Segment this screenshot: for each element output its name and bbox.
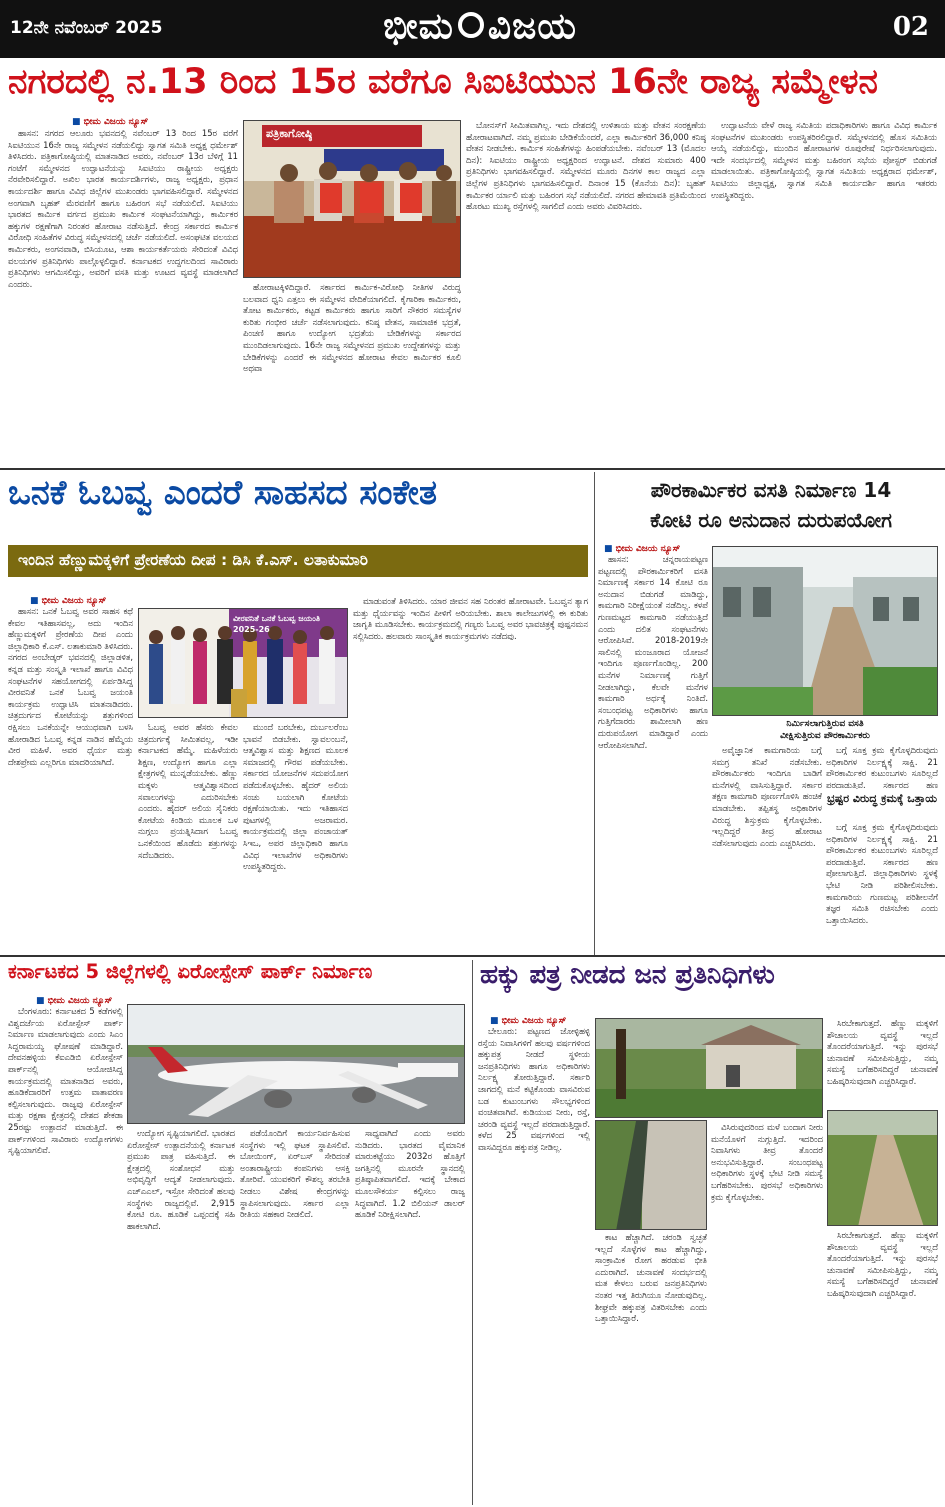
page-number: 02 xyxy=(892,12,929,42)
story3-headline-line1: ಪೌರಕಾರ್ಮಿಕರ ವಸತಿ ನಿರ್ಮಾಣ 14 xyxy=(650,478,892,502)
story5-column-2: ಕಾಟ ಹೆಚ್ಚಾಗಿದೆ. ಚರಂಡಿ ಸ್ವಚ್ಛತೆ ಇಲ್ಲದೆ ಸೊಳ್ಳೆಗಳ ಕಾಟ ಹೆಚ್ಚಾಗಿದ್ದು, ಸಾಂಕ್ರಾಮಿಕ ರೋಗ ಹರಡುವ ಭೀತಿ ಎದುರಾಗಿದೆ. ಚುನಾವಣೆ ಸಂದರ್ಭದಲ್ಲಿ ಮತ ಕೇಳಲು ಬರುವ ಜನಪ್ರತಿನಿಧಿಗಳು ನಂತರ ಇತ್ತ ತಿರುಗಿಯೂ ನೋಡುವುದಿಲ್ಲ. ಶೀಘ್ರವೇ ಹಕ್ಕುಪತ್ರ ವಿತರಿಸಬೇಕು ಎಂದು ಒತ್ತಾಯಿಸಿದ್ದಾರೆ. xyxy=(595,1232,707,1324)
story2-column-3: ಮುಂದೆ ಬರಬೇಕು, ದುರ್ಬಲರೆಂಬ ಭಾವನೆ ಬಿಡಬೇಕು. ಸ್ವಾವಲಂಬನೆ, ಆತ್ಮವಿಶ್ವಾಸ ಮತ್ತು ಶಿಕ್ಷಣದ ಮೂಲಕ ಸಮಾಜದಲ್ಲಿ ಗೌರವ ಪಡೆಯಬೇಕು. ಸರ್ಕಾರದ ಯೋಜನೆಗಳ ಸದುಪಯೋಗ ಪಡೆದುಕೊಳ್ಳಬೇಕು. ಹೈದರ್ ಅಲಿಯ ಸಂಚು ಬಯಲಾಗಿ ಕೋಟೆಯ ರಕ್ಷಣೆಯಾಯಿತು. ಇದು ಇತಿಹಾಸದ ಪುಟಗಳಲ್ಲಿ ಅಜರಾಮರ. ಕಾರ್ಯಕ್ರಮದಲ್ಲಿ ಜಿಲ್ಲಾ ಪಂಚಾಯತ್ ಸಿಇಒ, ಅಪರ ಜಿಲ್ಲಾಧಿಕಾರಿ ಹಾಗೂ ವಿವಿಧ ಇಲಾಖೆಗಳ ಅಧಿಕಾರಿಗಳು ಉಪಸ್ಥಿತರಿದ್ದರು. xyxy=(243,722,348,872)
story2-byline: ■ ಭೀಮ ವಿಜಯ ನ್ಯೂಸ್ xyxy=(30,596,106,606)
housing-site-photo xyxy=(713,547,938,716)
settlement-photo xyxy=(596,1019,823,1118)
story4-column-4: ಸಾಧ್ಯವಾಗಿದೆ ಎಂದು ಅವರು ನುಡಿದರು. ಭಾರತದ ವೈಮಾನಿಕ ಮಾರುಕಟ್ಟೆಯು 2032ರ ಹೊತ್ತಿಗೆ ಜಗತ್ತಿನಲ್ಲಿ ಮೂರನೇ ಸ್ಥಾನದಲ್ಲಿ ಪ್ರತಿಷ್ಠಾಪಿತವಾಗಲಿದೆ. ಇದಕ್ಕೆ ಬೇಕಾದ ಮೂಲಸೌಕರ್ಯ ಕಲ್ಪಿಸಲು ರಾಜ್ಯ ಸಿದ್ಧವಾಗಿದೆ. 1.2 ಬಿಲಿಯನ್ ಡಾಲರ್ ಹೂಡಿಕೆ ನಿರೀಕ್ಷಿಸಲಾಗಿದೆ. xyxy=(355,1128,465,1220)
story1-column-2: ಹೋರಾಟಕ್ಕಿಳಿದಿದ್ದಾರೆ. ಸರ್ಕಾರದ ಕಾರ್ಮಿಕ-ವಿರೋಧಿ ನೀತಿಗಳ ವಿರುದ್ಧ ಬಲವಾದ ಧ್ವನಿ ಎತ್ತಲು ಈ ಸಮ್ಮೇಳನ ವೇದಿಕೆಯಾಗಲಿದೆ. ಕೈಗಾರಿಕಾ ಕಾರ್ಮಿಕರು, ತೋಟ ಕಾರ್ಮಿಕರು, ಕಟ್ಟಡ ಕಾರ್ಮಿಕರು ಹಾಗೂ ಸಾರಿಗೆ ನೌಕರರ ಸಮಸ್ಯೆಗಳ ಕುರಿತು ಗಂಭೀರ ಚರ್ಚೆ ನಡೆಸಲಾಗುವುದು. ಕನಿಷ್ಠ ವೇತನ, ಸಾಮಾಜಿಕ ಭದ್ರತೆ, ಪಿಂಚಣಿ ಹಾಗೂ ಉದ್ಯೋಗ ಭದ್ರತೆಯ ಬೇಡಿಕೆಗಳನ್ನು ಸರ್ಕಾರದ ಮುಂದಿಡಲಾಗುವುದು. 16ನೇ ರಾಜ್ಯ ಸಮ್ಮೇಳನದ ಪ್ರಮುಖ ಉದ್ದೇಶಗಳನ್ನು ಮತ್ತು ಬೇಡಿಕೆಗಳನ್ನು ಎಂದರೆ ಈ ಸಮ್ಮೇಳನದ ಹೋರಾಟ ಕೇವಲ ಕಾರ್ಮಿಕರ ಕೂಲಿ ಅಥವಾ xyxy=(243,282,461,374)
logo-right-text: ವಿಜಯ xyxy=(487,6,577,47)
story2-column-4: ಮಾಡುವಂತೆ ತಿಳಿಸಿದರು. ಯಾರ ಜೀವನ ಸಹ ನಿರಂತರ ಹೋರಾಟವೇ. ಓಬವ್ವನ ತ್ಯಾಗ ಮತ್ತು ಧೈರ್ಯವನ್ನು ಇಂದಿನ ಪೀಳಿಗೆ ಅರಿಯಬೇಕು. ಶಾಲಾ ಕಾಲೇಜುಗಳಲ್ಲಿ ಈ ಕುರಿತು ಜಾಗೃತಿ ಮೂಡಿಸಬೇಕು. ಕಾರ್ಯಕ್ರಮದಲ್ಲಿ ಗಣ್ಯರು ಓಬವ್ವ ಅವರ ಭಾವಚಿತ್ರಕ್ಕೆ ಪುಷ್ಪನಮನ ಸಲ್ಲಿಸಿದರು. ಹಲವಾರು ಸಾಂಸ್ಕೃತಿಕ ಕಾರ್ಯಕ್ರಮಗಳು ನಡೆದವು. xyxy=(353,596,588,641)
road-photo xyxy=(828,1111,938,1226)
story4-photo xyxy=(127,1004,465,1124)
story2-photo xyxy=(138,608,348,718)
aircraft-photo xyxy=(128,1005,465,1124)
story3-column-3: ಬಗ್ಗೆ ಸೂಕ್ತ ಕ್ರಮ ಕೈಗೊಳ್ಳದಿರುವುದು ಅಧಿಕಾರಿಗಳ ನಿರ್ಲಕ್ಷ್ಯಕ್ಕೆ ಸಾಕ್ಷಿ. 21 ಪೌರಕಾರ್ಮಿಕರ ಕುಟುಂಬಗಳು ಸೂರಿಲ್ಲದೆ ಪರದಾಡುತ್ತಿವೆ. ಸರ್ಕಾರದ ಹಣ xyxy=(826,745,938,789)
story3-column-2: ಅವೈಜ್ಞಾನಿಕ ಕಾಮಗಾರಿಯ ಬಗ್ಗೆ ಸಮಗ್ರ ತನಿಖೆ ನಡೆಸಬೇಕು. ಪೌರಕಾರ್ಮಿಕರು ಇಂದಿಗೂ ಬಾಡಿಗೆ ಮನೆಗಳಲ್ಲಿ ವಾಸಿಸುತ್ತಿದ್ದಾರೆ. ಸರ್ಕಾರ ತಕ್ಷಣ ಕಾಮಗಾರಿ ಪೂರ್ಣಗೊಳಿಸಿ ಹಂಚಿಕೆ ಮಾಡಬೇಕು. ತಪ್ಪಿತಸ್ಥ ಅಧಿಕಾರಿಗಳ ವಿರುದ್ಧ ಶಿಸ್ತುಕ್ರಮ ಕೈಗೊಳ್ಳಬೇಕು. ಇಲ್ಲದಿದ್ದರೆ ತೀವ್ರ ಹೋರಾಟ ನಡೆಸಲಾಗುವುದು ಎಂದು ಎಚ್ಚರಿಸಿದರು. xyxy=(712,745,822,848)
story5-photo-3 xyxy=(827,1110,938,1226)
story3-subhead: ಭ್ರಷ್ಟರ ವಿರುದ್ಧ ಕ್ರಮಕ್ಕೆ ಒತ್ತಾಯ xyxy=(826,792,938,805)
issue-date: 12ನೇ ನವೆಂಬರ್ 2025 xyxy=(10,18,163,38)
story1-column-4: ಉದ್ಘಾಟನೆಯ ವೇಳೆ ರಾಜ್ಯ ಸಮಿತಿಯ ಪದಾಧಿಕಾರಿಗಳು ಹಾಗೂ ವಿವಿಧ ಕಾರ್ಮಿಕ ಸಂಘಟನೆಗಳ ಮುಖಂಡರು ಉಪಸ್ಥಿತರಿರಲಿದ್ದಾರೆ. ಸಮ್ಮೇಳನದಲ್ಲಿ ಹೊಸ ಸಮಿತಿಯ ಆಯ್ಕೆ ನಡೆಯಲಿದ್ದು, ಮುಂದಿನ ಹೋರಾಟಗಳ ರೂಪುರೇಷೆ ನಿರ್ಧರಿಸಲಾಗುವುದು. ಇದೇ ಸಂದರ್ಭದಲ್ಲಿ ಸಮ್ಮೇಳನ ಮತ್ತು ಬಹಿರಂಗ ಸಭೆಯ ಪೋಸ್ಟರ್ ಬಿಡುಗಡೆ ಮಾಡಲಾಯಿತು. ಪತ್ರಿಕಾಗೋಷ್ಠಿಯಲ್ಲಿ ಸ್ವಾಗತ ಸಮಿತಿಯ ಅಧ್ಯಕ್ಷರಾದ ಧರ್ಮೇಶ್, ಸಿಐಟಿಯು ಜಿಲ್ಲಾಧ್ಯಕ್ಷ, ಸ್ವಾಗತ ಸಮಿತಿ ಕಾರ್ಯದರ್ಶಿ ಹಾಗೂ ಇತರರು ಉಪಸ್ಥಿತರಿದ್ದರು. xyxy=(711,120,937,200)
divider-vertical-bottom xyxy=(472,960,473,1505)
story1-column-3: ಬೋನಸ್‌ಗೆ ಸೀಮಿತವಾಗಿಲ್ಲ. ಇದು ದೇಶದಲ್ಲಿ ಉಳಿತಾಯ ಮತ್ತು ವೇತನ ಸಂರಕ್ಷಣೆಯ ಹೋರಾಟವಾಗಿದೆ. ನಮ್ಮ ಪ್ರಮುಖ ಬೇಡಿಕೆಯೆಂದರೆ, ಎಲ್ಲಾ ಕಾರ್ಮಿಕರಿಗೆ 36,000 ಕನಿಷ್ಠ ವೇತನ ನೀಡಬೇಕು. ಕಾರ್ಮಿಕ ಸಂಹಿತೆಗಳನ್ನು ಹಿಂಪಡೆಯಬೇಕು. ನವೆಂಬರ್ 13 (ಮೊದಲ ದಿನ): ಸಿಐಟಿಯು ರಾಷ್ಟ್ರೀಯ ಅಧ್ಯಕ್ಷರಿಂದ ಉದ್ಘಾಟನೆ. ದೇಶದ ಸುಮಾರು 400 ಪ್ರತಿನಿಧಿಗಳು ಭಾಗವಹಿಸಲಿದ್ದಾರೆ. ಸಮ್ಮೇಳನದ ಮೂರು ದಿನಗಳ ಕಾಲ ರಾಜ್ಯದ ಎಲ್ಲಾ ಜಿಲ್ಲೆಗಳ ಪ್ರತಿನಿಧಿಗಳು ಭಾಗವಹಿಸಲಿದ್ದಾರೆ. ದಿನಾಂಕ 15 (ಕೊನೆಯ ದಿನ): ಬೃಹತ್ ಕಾರ್ಮಿಕರ ರ್ಯಾಲಿ ಮತ್ತು ಬಹಿರಂಗ ಸಭೆ ನಡೆಯಲಿದೆ. ನಗರದ ಹೇಮಾವತಿ ಪ್ರತಿಮೆಯಿಂದ ಹೊರಟು ಮುಖ್ಯ ರಸ್ತೆಗಳಲ್ಲಿ ಸಾಗಲಿದೆ ಎಂದು ಅವರು ವಿವರಿಸಿದರು. xyxy=(466,120,706,212)
story1-photo-banner: ಪತ್ರಿಕಾಗೋಷ್ಠಿ xyxy=(266,127,313,140)
story5-column-1: ಬೇಲೂರು: ಪಟ್ಟಣದ ಜೋಳ್ಳಿಹಳ್ಳಿ ರಸ್ತೆಯ ನಿವಾಸಿಗಳಿಗೆ ಹಲವು ವರ್ಷಗಳಿಂದ ಹಕ್ಕುಪತ್ರ ನೀಡದೆ ಸ್ಥಳೀಯ ಜನಪ್ರತಿನಿಧಿಗಳು ಹಾಗೂ ಅಧಿಕಾರಿಗಳು ನಿರ್ಲಕ್ಷ್ಯ ತೋರುತ್ತಿದ್ದಾರೆ. ಸರ್ಕಾರಿ ಜಾಗದಲ್ಲಿ ಮನೆ ಕಟ್ಟಿಕೊಂಡು ವಾಸವಿರುವ ಬಡ ಕುಟುಂಬಗಳು ಸೌಲಭ್ಯಗಳಿಂದ ವಂಚಿತವಾಗಿವೆ. ಕುಡಿಯುವ ನೀರು, ರಸ್ತೆ, ಚರಂಡಿ ವ್ಯವಸ್ಥೆ ಇಲ್ಲದೆ ಪರದಾಡುತ್ತಿದ್ದಾರೆ. ಕಳೆದ 25 ವರ್ಷಗಳಿಂದ ಇಲ್ಲಿ ವಾಸವಿದ್ದರೂ ಹಕ್ಕುಪತ್ರ ನೀಡಿಲ್ಲ. xyxy=(478,1026,590,1152)
story5-headline: ಹಕ್ಕು ಪತ್ರ ನೀಡದ ಜನ ಪ್ರತಿನಿಧಿಗಳು xyxy=(480,960,775,990)
story3-photo-caption: ನಿರ್ಮಿಸಲಾಗುತ್ತಿರುವ ವಸತಿ ವೀಕ್ಷಿಸುತ್ತಿರುವ ಪೌರಕಾರ್ಮಿಕರು xyxy=(712,718,938,742)
story2-column-2: ಓಬವ್ವ ಅವರ ಹೆಸರು ಕೇವಲ ಚಿತ್ರದುರ್ಗಕ್ಕೆ ಸೀಮಿತವಲ್ಲ, ಇಡೀ ಕರ್ನಾಟಕದ ಹೆಮ್ಮೆ. ಮಹಿಳೆಯರು ಶಿಕ್ಷಣ, ಉದ್ಯೋಗ ಹಾಗೂ ಎಲ್ಲಾ ಕ್ಷೇತ್ರಗಳಲ್ಲಿ ಮುನ್ನಡೆಯಬೇಕು. ಹೆಣ್ಣು ಮಕ್ಕಳು ಆತ್ಮವಿಶ್ವಾಸದಿಂದ ಸವಾಲುಗಳನ್ನು ಎದುರಿಸಬೇಕು ಎಂದರು. ಹೈದರ್ ಅಲಿಯ ಸೈನಿಕರು ಕೋಟೆಯ ಕಿಂಡಿಯ ಮೂಲಕ ಒಳ ನುಗ್ಗಲು ಪ್ರಯತ್ನಿಸಿದಾಗ ಓಬವ್ವ ಒನಕೆಯಿಂದ ಹೊಡೆದು ಶತ್ರುಗಳನ್ನು ಸದೆಬಡಿದರು. xyxy=(138,722,238,860)
story2-subheadline: ಇಂದಿನ ಹೆಣ್ಣುಮಕ್ಕಳಿಗೆ ಪ್ರೇರಣೆಯ ದೀಪ : ಡಿಸಿ ಕೆ.ಎಸ್. ಲತಾಕುಮಾರಿ xyxy=(8,545,588,577)
story1-photo xyxy=(243,120,461,278)
chakra-icon xyxy=(458,12,484,38)
story4-column-3: ಪಡೆಯೊಂದಿಗೆ ಕಾರ್ಯನಿರ್ವಹಿಸುವ ಸಂಸ್ಥೆಗಳು ಇಲ್ಲಿ ಘಟಕ ಸ್ಥಾಪಿಸಲಿವೆ. ಬೋಯಿಂಗ್, ಏರ್‌ಬಸ್ ಸೇರಿದಂತೆ ಅಂತಾರಾಷ್ಟ್ರೀಯ ಕಂಪನಿಗಳು ಆಸಕ್ತಿ ತೋರಿವೆ. ಯುವಕರಿಗೆ ಕೌಶಲ್ಯ ತರಬೇತಿ ನೀಡಲು ವಿಶೇಷ ಕೇಂದ್ರಗಳನ್ನು ಸ್ಥಾಪಿಸಲಾಗುವುದು. ಸರ್ಕಾರ ಎಲ್ಲಾ ರೀತಿಯ ಸಹಕಾರ ನೀಡಲಿದೆ. xyxy=(240,1128,350,1220)
story3-column-1: ಹಾಸನ: ಚನ್ನರಾಯಪಟ್ಟಣ ಪಟ್ಟಣದಲ್ಲಿ ಪೌರಕಾರ್ಮಿಕರಿಗೆ ವಸತಿ ನಿರ್ಮಾಣಕ್ಕೆ ಸರ್ಕಾರ 14 ಕೋಟಿ ರೂ ಅನುದಾನ ಬಿಡುಗಡೆ ಮಾಡಿದ್ದು, ಕಾಮಗಾರಿ ನಿರೀಕ್ಷೆಯಂತೆ ನಡೆದಿಲ್ಲ. ಕಳಪೆ ಗುಣಮಟ್ಟದ ಕಾಮಗಾರಿ ನಡೆಯುತ್ತಿದೆ ಎಂದು ದಲಿತ ಸಂಘಟನೆಗಳು ಆರೋಪಿಸಿವೆ. 2018-2019ನೇ ಸಾಲಿನಲ್ಲಿ ಮಂಜೂರಾದ ಯೋಜನೆ ಇಂದಿಗೂ ಪೂರ್ಣಗೊಂಡಿಲ್ಲ. 200 ಮನೆಗಳ ನಿರ್ಮಾಣಕ್ಕೆ ಗುತ್ತಿಗೆ ನೀಡಲಾಗಿದ್ದು, ಕೆಲವೇ ಮನೆಗಳ ಕಾಮಗಾರಿ ಅರ್ಧಕ್ಕೆ ನಿಂತಿದೆ. ಸಂಬಂಧಪಟ್ಟ ಅಧಿಕಾರಿಗಳು ಹಾಗೂ ಗುತ್ತಿಗೆದಾರರು ಶಾಮೀಲಾಗಿ ಹಣ ದುರುಪಯೋಗ ಮಾಡಿದ್ದಾರೆ ಎಂದು ಆರೋಪಿಸಲಾಗಿದೆ. xyxy=(598,554,708,750)
story4-column-1: ಬೆಂಗಳೂರು: ಕರ್ನಾಟಕದ 5 ಕಡೆಗಳಲ್ಲಿ ವಿಶ್ವದರ್ಜೆಯ ಏರೋಸ್ಪೇಸ್ ಪಾರ್ಕ್ ನಿರ್ಮಾಣ ಮಾಡಲಾಗುವುದು ಎಂದು ಸಿಎಂ ಸಿದ್ದರಾಮಯ್ಯ ಘೋಷಣೆ ಮಾಡಿದ್ದಾರೆ. ದೇವನಹಳ್ಳಿಯ ಕೆಐಎಡಿಬಿ ಏರೋಸ್ಪೇಸ್ ಪಾರ್ಕ್‌ನಲ್ಲಿ ಆಯೋಜಿಸಿದ್ದ ಕಾರ್ಯಕ್ರಮದಲ್ಲಿ ಮಾತನಾಡಿದ ಅವರು, ಹೂಡಿಕೆದಾರರಿಗೆ ಉತ್ತಮ ವಾತಾವರಣ ಕಲ್ಪಿಸಲಾಗುವುದು. ರಾಜ್ಯವು ಏರೋಸ್ಪೇಸ್ ಮತ್ತು ರಕ್ಷಣಾ ಕ್ಷೇತ್ರದಲ್ಲಿ ದೇಶದ ಶೇಕಡಾ 25ರಷ್ಟು ಉತ್ಪಾದನೆ ಮಾಡುತ್ತಿದೆ. ಈ ಪಾರ್ಕ್‌ಗಳಿಂದ ಸಾವಿರಾರು ಉದ್ಯೋಗಗಳು ಸೃಷ್ಟಿಯಾಗಲಿವೆ. xyxy=(8,1006,123,1156)
story2-column-1: ಹಾಸನ: ಒನಕೆ ಓಬವ್ವ ಅವರ ಸಾಹಸ ಕಥೆ ಕೇವಲ ಇತಿಹಾಸವಲ್ಲ, ಅದು ಇಂದಿನ ಹೆಣ್ಣುಮಕ್ಕಳಿಗೆ ಪ್ರೇರಣೆಯ ದೀಪ ಎಂದು ಜಿಲ್ಲಾಧಿಕಾರಿ ಕೆ.ಎಸ್. ಲತಾಕುಮಾರಿ ತಿಳಿಸಿದರು. ನಗರದ ಅಂಬೇಡ್ಕರ್ ಭವನದಲ್ಲಿ ಜಿಲ್ಲಾಡಳಿತ, ಕನ್ನಡ ಮತ್ತು ಸಂಸ್ಕೃತಿ ಇಲಾಖೆ ಹಾಗೂ ವಿವಿಧ ಸಂಘಟನೆಗಳ ಸಹಯೋಗದಲ್ಲಿ ಏರ್ಪಡಿಸಿದ್ದ ವೀರವನಿತೆ ಒನಕೆ ಓಬವ್ವ ಜಯಂತಿ ಕಾರ್ಯಕ್ರಮ ಉದ್ಘಾಟಿಸಿ ಮಾತನಾಡಿದರು. ಚಿತ್ರದುರ್ಗದ ಕೋಟೆಯನ್ನು ಶತ್ರುಗಳಿಂದ ರಕ್ಷಿಸಲು ಒನಕೆಯನ್ನೇ ಆಯುಧವಾಗಿ ಬಳಸಿ ಹೋರಾಡಿದ ಓಬವ್ವ ಕನ್ನಡ ನಾಡಿನ ಹೆಮ್ಮೆಯ ವೀರ ಮಹಿಳೆ. ಅವರ ಧೈರ್ಯ ಮತ್ತು ದೇಶಪ್ರೇಮ ಎಲ್ಲರಿಗೂ ಮಾದರಿಯಾಗಿದೆ. xyxy=(8,606,133,767)
story5-byline: ■ ಭೀಮ ವಿಜಯ ನ್ಯೂಸ್ xyxy=(490,1016,566,1026)
story5-column-4: ಸಿರಬೇಕಾಗುತ್ತದೆ. ಹೆಣ್ಣು ಮಕ್ಕಳಿಗೆ ಶೌಚಾಲಯ ವ್ಯವಸ್ಥೆ ಇಲ್ಲದೆ ತೊಂದರೆಯಾಗುತ್ತಿದೆ. ಇನ್ನು ಪುರಸಭೆ ಚುನಾವಣೆ ಸಮೀಪಿಸುತ್ತಿದ್ದು, ನಮ್ಮ ಸಮಸ್ಯೆ ಬಗೆಹರಿಸದಿದ್ದರೆ ಚುನಾವಣೆ ಬಹಿಷ್ಕರಿಸುವುದಾಗಿ ಎಚ್ಚರಿಸಿದ್ದಾರೆ. xyxy=(827,1018,938,1086)
masthead xyxy=(0,0,945,58)
story4-headline: ಕರ್ನಾಟಕದ 5 ಜಿಲ್ಲೆಗಳಲ್ಲಿ ಏರೋಸ್ಪೇಸ್ ಪಾರ್ಕ್ ನಿರ್ಮಾಣ xyxy=(8,960,373,983)
story3-byline: ■ ಭೀಮ ವಿಜಯ ನ್ಯೂಸ್ xyxy=(604,544,680,554)
drain-photo xyxy=(596,1121,707,1230)
story5-photo-2 xyxy=(595,1120,707,1230)
story1-headline: ನಗರದಲ್ಲಿ ನ.13 ರಿಂದ 15ರ ವರೆಗೂ ಸಿಐಟಿಯುನ 16ನೇ ರಾಜ್ಯ ಸಮ್ಮೇಳನ xyxy=(8,62,878,102)
story1-byline: ■ ಭೀಮ ವಿಜಯ ನ್ಯೂಸ್ xyxy=(72,117,148,127)
press-meet-photo xyxy=(244,121,461,278)
story5-column-3: ವಿಸಿರುವುದರಿಂದ ಮಳೆ ಬಂದಾಗ ನೀರು ಮನೆಯೊಳಗೆ ನುಗ್ಗುತ್ತಿದೆ. ಇದರಿಂದ ನಿವಾಸಿಗಳು ತೀವ್ರ ತೊಂದರೆ ಅನುಭವಿಸುತ್ತಿದ್ದಾರೆ. ಸಂಬಂಧಪಟ್ಟ ಅಧಿಕಾರಿಗಳು ಸ್ಥಳಕ್ಕೆ ಭೇಟಿ ನೀಡಿ ಸಮಸ್ಯೆ ಬಗೆಹರಿಸಬೇಕು. ಪುರಸಭೆ ಅಧಿಕಾರಿಗಳು ಕ್ರಮ ಕೈಗೊಳ್ಳಬೇಕು. xyxy=(711,1122,823,1202)
newspaper-logo xyxy=(340,6,620,52)
story2-photo-banner: ವೀರವನಿತೆ ಒನಕೆ ಓಬವ್ವ ಜಯಂತಿ 2025-26 xyxy=(233,614,321,634)
story1-column-1: ಹಾಸನ: ನಗರದ ಆಲೂರು ಭವನದಲ್ಲಿ ನವೆಂಬರ್ 13 ರಿಂದ 15ರ ವರೆಗೆ ಸಿಐಟಿಯುನ 16ನೇ ರಾಜ್ಯ ಸಮ್ಮೇಳನ ನಡೆಯಲಿದ್ದು ಸ್ವಾಗತ ಸಮಿತಿ ಅಧ್ಯಕ್ಷ ಧರ್ಮೇಶ್ ತಿಳಿಸಿದರು. ಪತ್ರಿಕಾಗೋಷ್ಠಿಯಲ್ಲಿ ಮಾತನಾಡಿದ ಅವರು, ನವೆಂಬರ್ 13ರ ಬೆಳಿಗ್ಗೆ 11 ಗಂಟೆಗೆ ಸಮ್ಮೇಳನದ ಉದ್ಘಾಟನೆಯನ್ನು ಸಿಐಟಿಯು ರಾಷ್ಟ್ರೀಯ ಅಧ್ಯಕ್ಷರು ನೆರವೇರಿಸಲಿದ್ದಾರೆ. ಅಖಿಲ ಭಾರತ ಕಾರ್ಯದರ್ಶಿಗಳು, ರಾಜ್ಯ ಅಧ್ಯಕ್ಷರು, ಪ್ರಧಾನ ಕಾರ್ಯದರ್ಶಿ ಹಾಗೂ ವಿವಿಧ ಜಿಲ್ಲೆಗಳ ಮುಖಂಡರು ಭಾಗವಹಿಸಲಿದ್ದಾರೆ. ಸಮ್ಮೇಳನದ ಅಂಗವಾಗಿ ಬೃಹತ್ ಮೆರವಣಿಗೆ ಹಾಗೂ ಬಹಿರಂಗ ಸಭೆ ನಡೆಯಲಿದೆ. ಸಿಐಟಿಯು ಭಾರತದ ಕಾರ್ಮಿಕ ವರ್ಗದ ಪ್ರಮುಖ ಕಾರ್ಮಿಕ ಸಂಘಟನೆಯಾಗಿದ್ದು, ಕಾರ್ಮಿಕರ ಹಕ್ಕುಗಳ ರಕ್ಷಣೆಗಾಗಿ ನಿರಂತರ ಹೋರಾಟ ನಡೆಸುತ್ತಿದೆ. ಕೇಂದ್ರ ಸರ್ಕಾರದ ಕಾರ್ಮಿಕ ವಿರೋಧಿ ಸಂಹಿತೆಗಳ ವಿರುದ್ಧ ಸಮ್ಮೇಳನದಲ್ಲಿ ಚರ್ಚೆ ನಡೆಯಲಿದೆ. ಅಸಂಘಟಿತ ವಲಯದ ಕಾರ್ಮಿಕರು, ಅಂಗನವಾಡಿ, ಬಿಸಿಯೂಟ, ಆಶಾ ಕಾರ್ಯಕರ್ತೆಯರು ಸೇರಿದಂತೆ ವಿವಿಧ ವಲಯಗಳ ಪ್ರತಿನಿಧಿಗಳು ಪಾಲ್ಗೊಳ್ಳಲಿದ್ದಾರೆ. ಕರ್ನಾಟಕದ ಉದ್ದಗಲದಿಂದ ಸಾವಿರಾರು ಪ್ರತಿನಿಧಿಗಳು ಆಗಮಿಸಲಿದ್ದು, ಅವರಿಗೆ ವಸತಿ ಮತ್ತು ಊಟದ ವ್ಯವಸ್ಥೆ ಮಾಡಲಾಗಿದೆ ಎಂದರು. xyxy=(8,128,238,289)
story3-headline-line2: ಕೋಟಿ ರೂ ಅನುದಾನ ದುರುಪಯೋಗ xyxy=(650,508,892,532)
story4-column-2: ಉದ್ಯೋಗ ಸೃಷ್ಟಿಯಾಗಲಿದೆ. ಭಾರತದ ಏರೋಸ್ಪೇಸ್ ಉತ್ಪಾದನೆಯಲ್ಲಿ ಕರ್ನಾಟಕ ಪ್ರಮುಖ ಪಾತ್ರ ವಹಿಸುತ್ತಿದೆ. ಈ ಕ್ಷೇತ್ರದಲ್ಲಿ ಸಂಶೋಧನೆ ಮತ್ತು ಅಭಿವೃದ್ಧಿಗೆ ಆದ್ಯತೆ ನೀಡಲಾಗುವುದು. ಎಚ್‌ಎಎಲ್, ಇಸ್ರೋ ಸೇರಿದಂತೆ ಹಲವು ಸಂಸ್ಥೆಗಳು ರಾಜ್ಯದಲ್ಲಿವೆ. 2,915 ಕೋಟಿ ರೂ. ಹೂಡಿಕೆ ಒಪ್ಪಂದಕ್ಕೆ ಸಹಿ ಹಾಕಲಾಗಿದೆ. xyxy=(127,1128,235,1231)
divider-story2-3 xyxy=(0,955,945,957)
story5-column-5: ಸಿರಬೇಕಾಗುತ್ತದೆ. ಹೆಣ್ಣು ಮಕ್ಕಳಿಗೆ ಶೌಚಾಲಯ ವ್ಯವಸ್ಥೆ ಇಲ್ಲದೆ ತೊಂದರೆಯಾಗುತ್ತಿದೆ. ಇನ್ನು ಪುರಸಭೆ ಚುನಾವಣೆ ಸಮೀಪಿಸುತ್ತಿದ್ದು, ನಮ್ಮ ಸಮಸ್ಯೆ ಬಗೆಹರಿಸದಿದ್ದರೆ ಚುನಾವಣೆ ಬಹಿಷ್ಕರಿಸುವುದಾಗಿ ಎಚ್ಚರಿಸಿದ್ದಾರೆ. xyxy=(827,1230,938,1298)
story2-headline: ಒನಕೆ ಓಬವ್ವ ಎಂದರೆ ಸಾಹಸದ ಸಂಕೇತ xyxy=(8,473,437,513)
story5-photo-1 xyxy=(595,1018,823,1118)
logo-left-text: ಭೀಮ xyxy=(383,6,454,47)
story3-photo xyxy=(712,546,938,716)
divider-story1 xyxy=(0,468,945,470)
story3-column-4: ಬಗ್ಗೆ ಸೂಕ್ತ ಕ್ರಮ ಕೈಗೊಳ್ಳದಿರುವುದು ಅಧಿಕಾರಿಗಳ ನಿರ್ಲಕ್ಷ್ಯಕ್ಕೆ ಸಾಕ್ಷಿ. 21 ಪೌರಕಾರ್ಮಿಕರ ಕುಟುಂಬಗಳು ಸೂರಿಲ್ಲದೆ ಪರದಾಡುತ್ತಿವೆ. ಸರ್ಕಾರದ ಹಣ ಪೋಲಾಗುತ್ತಿದೆ. ಜಿಲ್ಲಾಧಿಕಾರಿಗಳು ಸ್ಥಳಕ್ಕೆ ಭೇಟಿ ನೀಡಿ ಪರಿಶೀಲಿಸಬೇಕು. ಕಾಮಗಾರಿಯ ಗುಣಮಟ್ಟ ಪರಿಶೀಲನೆಗೆ ತಜ್ಞರ ಸಮಿತಿ ರಚಿಸಬೇಕು ಎಂದು ಒತ್ತಾಯಿಸಿದರು. xyxy=(826,822,938,925)
divider-vertical-middle xyxy=(594,472,595,955)
story4-byline: ■ ಭೀಮ ವಿಜಯ ನ್ಯೂಸ್ xyxy=(36,996,112,1006)
